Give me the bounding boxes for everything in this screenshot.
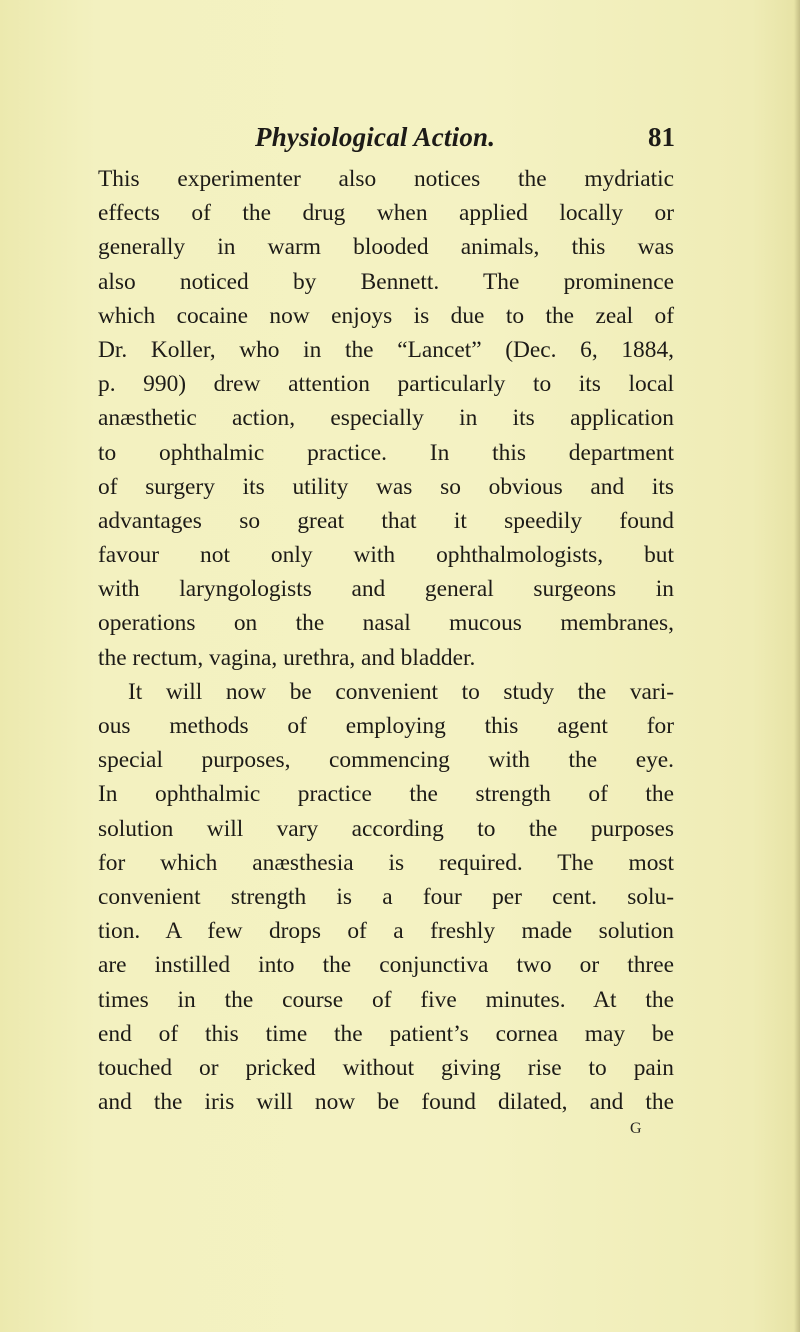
text-line: special purposes, commencing with the eye. bbox=[98, 747, 674, 774]
text-line: solution will vary according to the purposes bbox=[98, 815, 674, 842]
paragraph-2 bbox=[98, 675, 674, 1119]
text-line: favour not only with ophthalmologists, but bbox=[98, 542, 674, 569]
text-line: are instilled into the conjunctiva two or three bbox=[98, 952, 674, 979]
text-line: In ophthalmic practice the strength of the bbox=[98, 781, 674, 808]
text-line: Dr. Koller, who in the “Lancet” (Dec. 6, 1884, bbox=[98, 336, 674, 363]
text-line: and the iris will now be found dilated, and the bbox=[98, 1089, 674, 1116]
page-edge-shadow bbox=[794, 0, 800, 1332]
text-line: It will now be convenient to study the vari- bbox=[128, 678, 674, 705]
running-head: Physiological Action. bbox=[255, 122, 496, 152]
text-line: convenient strength is a four per cent. solu- bbox=[98, 883, 674, 910]
text-line: p. 990) drew attention particularly to its local bbox=[98, 371, 674, 398]
paragraph-1 bbox=[98, 162, 674, 675]
page-header bbox=[255, 122, 675, 162]
text-line: of surgery its utility was so obvious and its bbox=[98, 473, 674, 500]
page-number: 81 bbox=[648, 122, 675, 152]
text-line: which cocaine now enjoys is due to the zeal of bbox=[98, 302, 674, 329]
signature-mark: G bbox=[630, 1120, 642, 1137]
text-line: also noticed by Bennett. The prominence bbox=[98, 268, 674, 295]
text-line: times in the course of five minutes. At the bbox=[98, 986, 674, 1013]
text-line: ous methods of employing this agent for bbox=[98, 713, 674, 739]
text-line: advantages so great that it speedily found bbox=[98, 507, 674, 534]
text-line: touched or pricked without giving rise to pain bbox=[98, 1054, 674, 1081]
text-line: This experimenter also notices the mydriatic bbox=[98, 166, 674, 192]
text-line: tion. A few drops of a freshly made solution bbox=[98, 918, 674, 945]
text-line: generally in warm blooded animals, this was bbox=[98, 234, 674, 261]
text-line: effects of the drug when applied locally or bbox=[98, 200, 674, 227]
text-line: for which anæsthesia is required. The most bbox=[98, 849, 674, 876]
text-line: end of this time the patient’s cornea may be bbox=[98, 1020, 674, 1047]
text-line: operations on the nasal mucous membranes, bbox=[98, 610, 674, 637]
text-line: to ophthalmic practice. In this department bbox=[98, 439, 674, 466]
text-line: the rectum, vagina, urethra, and bladder. bbox=[98, 644, 476, 671]
body-text bbox=[98, 162, 674, 1119]
text-line: with laryngologists and general surgeons in bbox=[98, 576, 674, 603]
text-line: anæsthetic action, especially in its application bbox=[98, 405, 674, 432]
